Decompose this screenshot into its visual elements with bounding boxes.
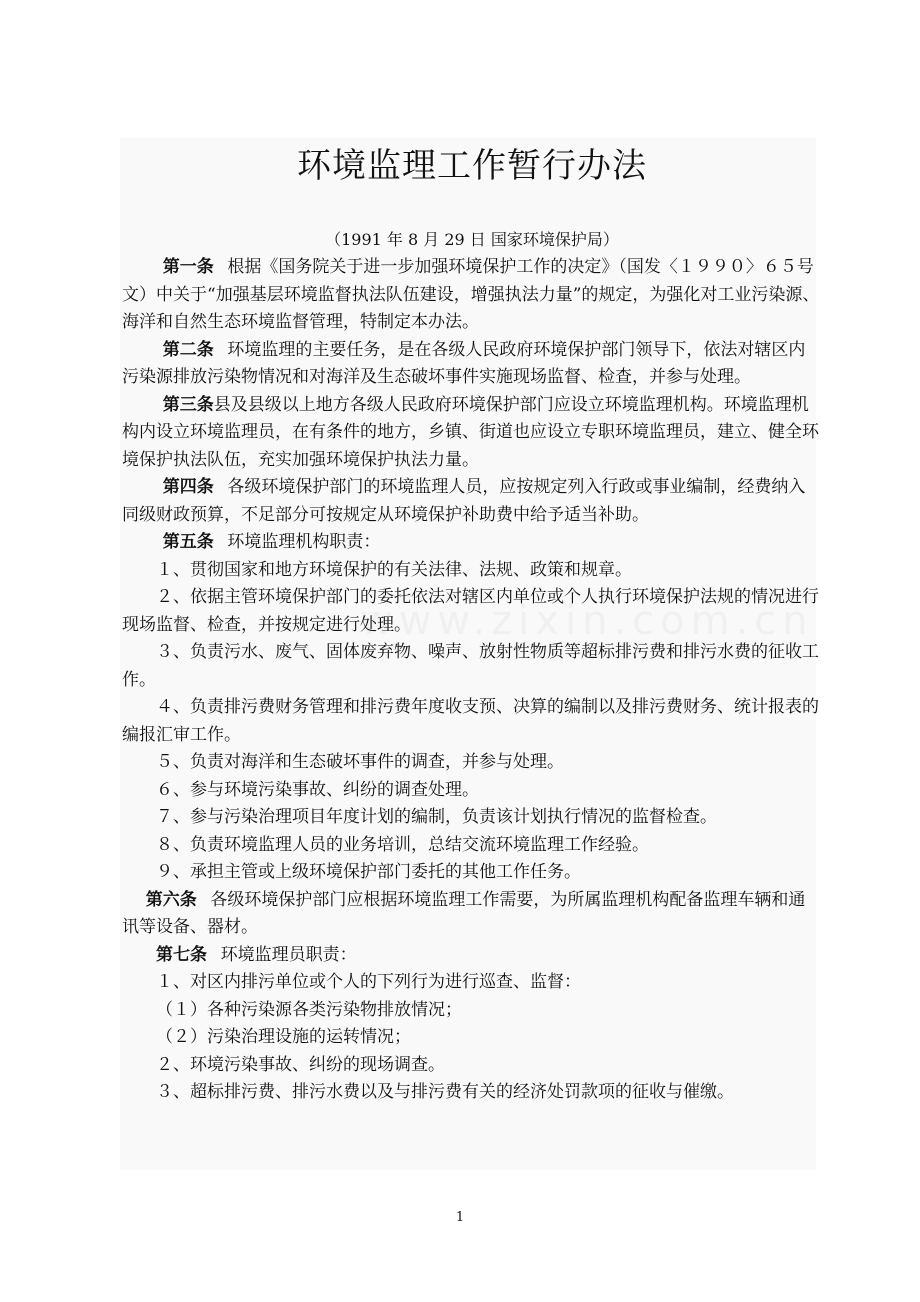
article-text: 根据《国务院关于进一步加强环境保护工作的决定》（国发〈１９９０〉６５号文）中关于“加强基层环境监督执法队伍建设，增强执法力量”的规定，为强化对工业污染源、海洋和自然生态环境监督管理，特制定本办法。 bbox=[122, 257, 820, 332]
list-item: ２、环境污染事故、纠纷的现场调查。 bbox=[156, 1054, 445, 1075]
article-1 bbox=[122, 254, 822, 337]
article-text: 环境监理机构职责： bbox=[227, 532, 381, 552]
list-item: ９、承担主管或上级环境保护部门委托的其他工作任务。 bbox=[156, 862, 581, 882]
article-4 bbox=[122, 474, 822, 529]
list-item: ３、负责污水、废气、固体废弃物、噪声、放射性物质等超标排污费和排污水费的征收工作。 bbox=[122, 642, 819, 690]
article-5 bbox=[122, 529, 822, 557]
list-item: １、贯彻国家和地方环境保护的有关法律、法规、政策和规章。 bbox=[156, 559, 632, 580]
list-item: ５、负责对海洋和生态破坏事件的调查，并参与处理。 bbox=[156, 752, 564, 772]
document-title: 环境监理工作暂行办法 bbox=[297, 146, 647, 186]
list-item: （１）各种污染源各类污染物排放情况； bbox=[156, 999, 462, 1020]
list-item: １、对区内排污单位或个人的下列行为进行巡查、监督： bbox=[156, 972, 581, 992]
document-body bbox=[122, 138, 822, 1107]
article-label: 第三条 bbox=[162, 394, 214, 415]
list-item: ７、参与污染治理项目年度计划的编制，负责该计划执行情况的监督检查。 bbox=[156, 807, 717, 827]
article-label: 第六条 bbox=[145, 889, 197, 910]
article-label: 第五条 bbox=[162, 532, 214, 552]
article-text: 县及县级以上地方各级人民政府环境保护部门应设立环境监理机构。环境监理机构内设立环境监理员，在有条件的地方，乡镇、街道也应设立专职环境监理员，建立、健全环境保护执法队伍，充实加强环境保护执法力量。 bbox=[122, 394, 819, 470]
article-text: 各级环境保护部门的环境监理人员，应按规定列入行政或事业编制，经费纳入同级财政预算，不足部分可按规定从环境保护补助费中给予适当补助。 bbox=[122, 477, 806, 525]
page-number: 1 bbox=[455, 1210, 465, 1225]
document-subtitle: （1991 年 8 月 29 日 国家环境保护局） bbox=[325, 230, 619, 249]
article-7 bbox=[122, 942, 822, 970]
list-item: ６、参与环境污染事故、纠纷的调查处理。 bbox=[156, 779, 479, 800]
list-item: （２）污染治理设施的运转情况； bbox=[156, 1027, 411, 1047]
article-text: 环境监理员职责： bbox=[220, 944, 357, 965]
list-item: ８、负责环境监理人员的业务培训，总结交流环境监理工作经验。 bbox=[156, 834, 649, 855]
list-item: ４、负责排污费财务管理和排污费年度收支预、决算的编制以及排污费财务、统计报表的编报汇审工作。 bbox=[122, 697, 819, 745]
article-6 bbox=[122, 887, 822, 942]
article-label: 第七条 bbox=[156, 944, 207, 965]
article-3 bbox=[122, 392, 822, 475]
list-item: ２、依据主管环境保护部门的委托依法对辖区内单位或个人执行环境保护法规的情况进行现场监督、检查，并按规定进行处理。 bbox=[122, 587, 819, 635]
article-text: 环境监理的主要任务，是在各级人民政府环境保护部门领导下，依法对辖区内污染源排放污染物情况和对海洋及生态破坏事件实施现场监督、检查，并参与处理。 bbox=[122, 339, 806, 387]
article-label: 第四条 bbox=[162, 477, 214, 497]
article-2 bbox=[122, 337, 822, 392]
article-label: 第二条 bbox=[162, 339, 214, 360]
list-item: ３、超标排污费、排污水费以及与排污费有关的经济处罚款项的征收与催缴。 bbox=[156, 1082, 734, 1102]
article-label: 第一条 bbox=[162, 257, 214, 277]
article-text: 各级环境保护部门应根据环境监理工作需要，为所属监理机构配备监理车辆和通讯等设备、器材。 bbox=[122, 889, 806, 937]
